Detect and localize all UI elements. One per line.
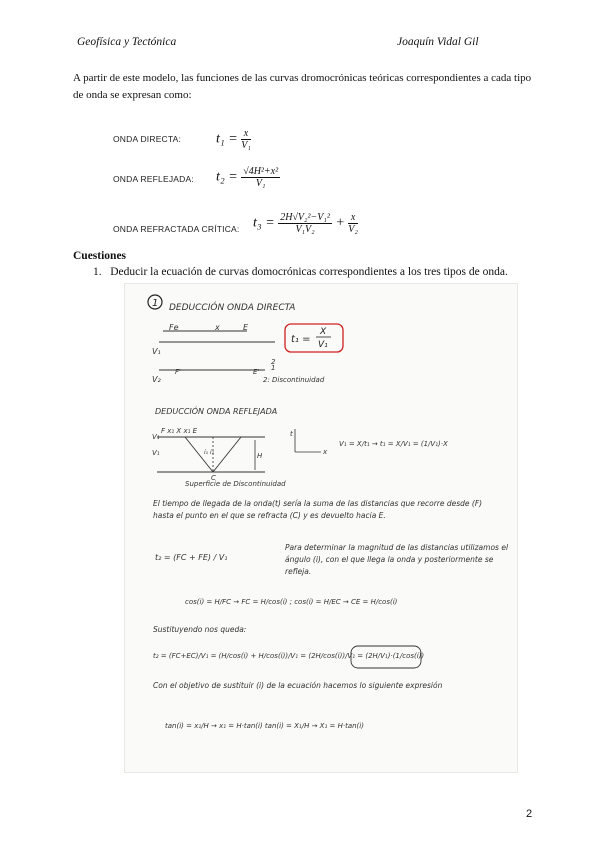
note-sust: Sustituyendo nos queda: bbox=[153, 625, 247, 634]
note-v1-formula: V₁ = X/t₁ → t₁ = X/V₁ = (1/V₁)·X bbox=[339, 440, 448, 448]
section-title: Cuestiones bbox=[73, 250, 127, 262]
eq-reflected-num: √4H²+x² bbox=[243, 166, 279, 177]
intro-paragraph: A partir de este modelo, las funciones de las curvas dromocrónicas teóricas correspondientes a cada tipo de onda se expresan como: bbox=[73, 72, 532, 101]
note-refl-h: H bbox=[257, 452, 263, 460]
note-t2-long: t₂ = (FC+EC)/V₁ = (H/cos(i) + H/cos(i))/V₁ = (2H/cos(i))/V₁ = (2H/V₁)·(1/cos(i)) bbox=[153, 652, 425, 660]
eq-label-direct: ONDA DIRECTA: bbox=[113, 134, 182, 144]
note-axis-x: x bbox=[323, 448, 328, 456]
eq-refracted-plus: + bbox=[335, 215, 345, 231]
note-f: F' bbox=[175, 368, 181, 376]
eq-refracted-num2: x bbox=[348, 212, 358, 224]
note-t2-eq: t₂ = (FC + FE) / V₁ bbox=[155, 553, 228, 562]
note-v1: V₁ bbox=[152, 347, 161, 356]
note-x: x bbox=[215, 323, 220, 332]
note-tan-eq: tan(i) = x₁/H → x₁ = H·tan(i) tan(i) = X₁/H → X₁ = H·tan(i) bbox=[165, 722, 364, 730]
notes-drawing bbox=[125, 284, 517, 772]
header-author: Joaquín Vidal Gil bbox=[397, 36, 479, 48]
note-layer1: 1 bbox=[271, 364, 276, 372]
note-boxed-num: X bbox=[320, 327, 327, 337]
note-refl-v1: V₁ bbox=[152, 433, 160, 441]
note-para2-wrap bbox=[285, 542, 513, 582]
question-1 bbox=[93, 266, 508, 278]
eq-reflected-lhs: t₂ = bbox=[216, 169, 238, 185]
eq-direct-lhs: t₁ = bbox=[216, 131, 238, 147]
note-title-reflected: DEDUCCIÓN ONDA REFLEJADA bbox=[155, 407, 278, 416]
eq-label-refracted: ONDA REFRACTADA CRÍTICA: bbox=[113, 224, 240, 234]
note-boxed-den: V₁ bbox=[318, 340, 328, 350]
eq-refracted bbox=[253, 212, 358, 235]
note-para3-wrap bbox=[153, 680, 503, 710]
eq-refracted-num: 2H√V₂²−V₁² bbox=[280, 212, 330, 223]
note-circle-number: 1 bbox=[152, 298, 159, 309]
note-refl-v2: V₁ bbox=[152, 449, 160, 457]
note-refl-c: C bbox=[211, 474, 216, 482]
note-refl-angle: i₁ i₁ bbox=[204, 449, 215, 456]
note-para2: Para determinar la magnitud de las distancias utilizamos el ángulo (i), con el que llega la onda y posteriormente se refleja. bbox=[285, 543, 509, 576]
note-boxed-t: t₁ = bbox=[291, 334, 311, 345]
note-surface: Superficie de Discontinuidad bbox=[185, 480, 286, 488]
eq-direct-den: V₁ bbox=[241, 140, 251, 151]
eq-direct-num: x bbox=[241, 128, 251, 140]
eq-refracted-den: V₁V₂ bbox=[295, 224, 315, 235]
note-e2: E' bbox=[253, 368, 260, 376]
eq-reflected bbox=[216, 166, 280, 189]
question-number: 1. bbox=[93, 266, 102, 278]
note-title-direct: DEDUCCIÓN ONDA DIRECTA bbox=[169, 303, 296, 313]
eq-refracted-den2: V₂ bbox=[348, 224, 358, 235]
note-para3: Con el objetivo de sustituir (i) de la ecuación hacemos lo siguiente expresión bbox=[153, 681, 443, 690]
note-layer2: 2 bbox=[271, 358, 276, 366]
eq-refracted-lhs: t₃ = bbox=[253, 215, 275, 231]
note-e: E bbox=[243, 323, 249, 332]
note-refl-top: F x₁ X x₁ E bbox=[161, 427, 198, 435]
note-fe: Fe bbox=[169, 323, 179, 332]
note-para1-wrap bbox=[153, 498, 503, 538]
header-course: Geofísica y Tectónica bbox=[77, 36, 177, 48]
note-v2: V₂ bbox=[152, 375, 161, 384]
eq-reflected-den: V₁ bbox=[255, 178, 266, 189]
eq-direct bbox=[216, 128, 251, 151]
page-number: 2 bbox=[526, 808, 533, 820]
eq-label-reflected: ONDA REFLEJADA: bbox=[113, 174, 194, 184]
handwritten-notes-photo bbox=[124, 283, 518, 773]
note-axis-t: t bbox=[290, 430, 293, 438]
note-discontinuity: 2: Discontinuidad bbox=[263, 376, 325, 384]
question-text: Deducir la ecuación de curvas domocrónicas correspondientes a los tres tipos de onda. bbox=[110, 266, 508, 278]
note-para1: El tiempo de llegada de la onda(t) sería la suma de las distancias que recorre desde (F) hasta el punto en el que se refracta (C) y es devuelto hacia E. bbox=[153, 499, 483, 520]
note-cos-eq: cos(i) = H/FC → FC = H/cos(i) ; cos(i) = H/EC → CE = H/cos(i) bbox=[185, 598, 398, 606]
